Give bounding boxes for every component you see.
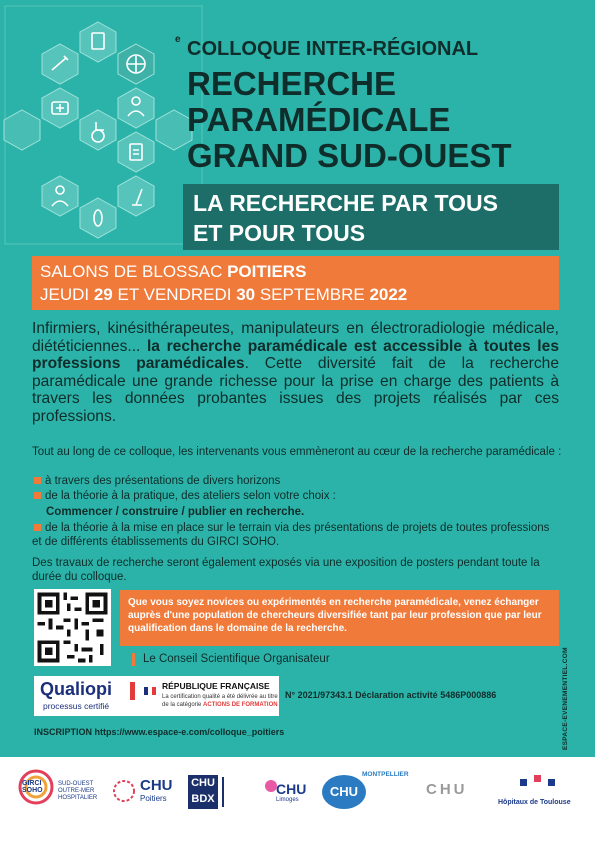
signature-marker [132, 653, 135, 666]
organizer-signature: Le Conseil Scientifique Organisateur [143, 653, 330, 665]
bullet-marker [34, 477, 41, 484]
title-line-3: GRAND SUD-OUEST [187, 137, 512, 174]
qualiopi-mark [130, 682, 135, 700]
tagline-line-2: ET POUR TOUS [193, 220, 366, 246]
chu-bordeaux-logo: CHU BDX [188, 765, 254, 827]
details-lead: Tout au long de ce colloque, les intervenants vous emmèneront au cœur de la recherche paramédicale : [32, 446, 562, 458]
intro-emphasis: la recherche paramédicale est accessible à toutes les professions paramédicales [32, 337, 559, 373]
hopitaux-toulouse-logo: Hôpitaux de Toulouse [494, 765, 584, 827]
side-credit: ESPACE-EVENEMENTIEL.COM [562, 647, 569, 750]
bullet-item-3: de la théorie à la mise en place sur le terrain via des présentations de projets de toutes professions et de différents établissements du GIRCI SOHO. [32, 522, 550, 548]
republic-label: RÉPUBLIQUE FRANÇAISE [162, 681, 270, 691]
intro-paragraph: Infirmiers, kinésithérapeutes, manipulateurs en électroradiologie médicale, diététiciennes... la recherche paramédicale est accessible à toutes les professions paramédicales. Cette diversité fait de la recherche paramédicale une grande richesse pour la prise en charge des patients à travers les données probantes issues des projets réalisés par ces professions. [32, 320, 559, 425]
clipboard-hex-icon [118, 132, 154, 172]
chu-poitiers-logo: CHU Poitiers [112, 765, 176, 827]
document-hex-icon [80, 22, 116, 62]
doctor-hex-icon [118, 88, 154, 128]
page-title [187, 66, 512, 174]
qualiopi-sub: processus certifié [43, 701, 110, 711]
inscription-link[interactable]: https://www.espace-e.com/colloque_poitiers [94, 727, 285, 737]
venue-line: SALONS DE BLOSSAC POITIERS [40, 262, 307, 281]
partner-logos [0, 757, 595, 841]
bullet-marker [34, 492, 41, 499]
inscription-line [34, 727, 284, 737]
tagline-banner [183, 184, 559, 250]
workshops-line: Commencer / construire / publier en recherche. [46, 506, 305, 518]
title-line-1: RECHERCHE [187, 65, 397, 102]
cert-line-2: de la catégorie ACTIONS DE FORMATION [162, 702, 278, 708]
toulouse-emblem-icon [518, 775, 558, 797]
cert-line-1: La certification qualité a été délivrée au titre [162, 694, 278, 700]
chu-nimes-logo: CHU [426, 781, 468, 798]
colloque-line: COLLOQUE INTER-RÉGIONAL [187, 38, 479, 60]
qualiopi-logo: Qualiopi [40, 679, 112, 699]
qualiopi-certification [34, 676, 279, 716]
bullet-marker [34, 524, 41, 531]
title-line-2: PARAMÉDICALE [187, 101, 451, 138]
bullet-item-1: à travers des présentations de divers horizons [32, 475, 562, 489]
microscope-hex-icon [118, 176, 154, 216]
bullet-item-2: de la théorie à la pratique, des ateliers selon votre choix : [32, 490, 562, 504]
callout-box [120, 590, 559, 646]
chu-limoges-logo: CHU Limoges [262, 765, 312, 827]
french-flag-icon [144, 682, 158, 690]
chu-poitiers-emblem-icon [112, 779, 136, 803]
edition-superscript: e [175, 34, 181, 45]
callout-text: Que vous soyez novices ou expérimentés en recherche paramédicale, venez échanger auprès d'une population de chercheurs diversifiée tant par leur profession que par leur qualification dans le domaine de la recherche. [128, 597, 542, 634]
inscription-label: INSCRIPTION [34, 727, 95, 737]
tagline-line-1: LA RECHERCHE PAR TOUS [193, 190, 498, 216]
posters-paragraph: Des travaux de recherche seront également exposés via une exposition de posters pendant toute la durée du colloque. [32, 557, 540, 583]
girci-soho-logo: GIRCI SOHO SUD-OUEST OUTRE-MER HOSPITALIER [18, 765, 106, 827]
qr-code[interactable] [34, 589, 111, 666]
event-banner [32, 256, 559, 310]
registration-number: N° 2021/97343.1 Déclaration activité 5486P000886 [285, 690, 497, 700]
pill-hex-icon [80, 198, 116, 238]
date-line: JEUDI 29 ET VENDREDI 30 SEPTEMBRE 2022 [40, 285, 408, 304]
nurse-hex-icon [42, 176, 78, 216]
colloque-heading [175, 34, 479, 61]
venue-city: POITIERS [227, 262, 307, 281]
chu-montpellier-logo: CHU MONTPELLIER [322, 765, 412, 827]
